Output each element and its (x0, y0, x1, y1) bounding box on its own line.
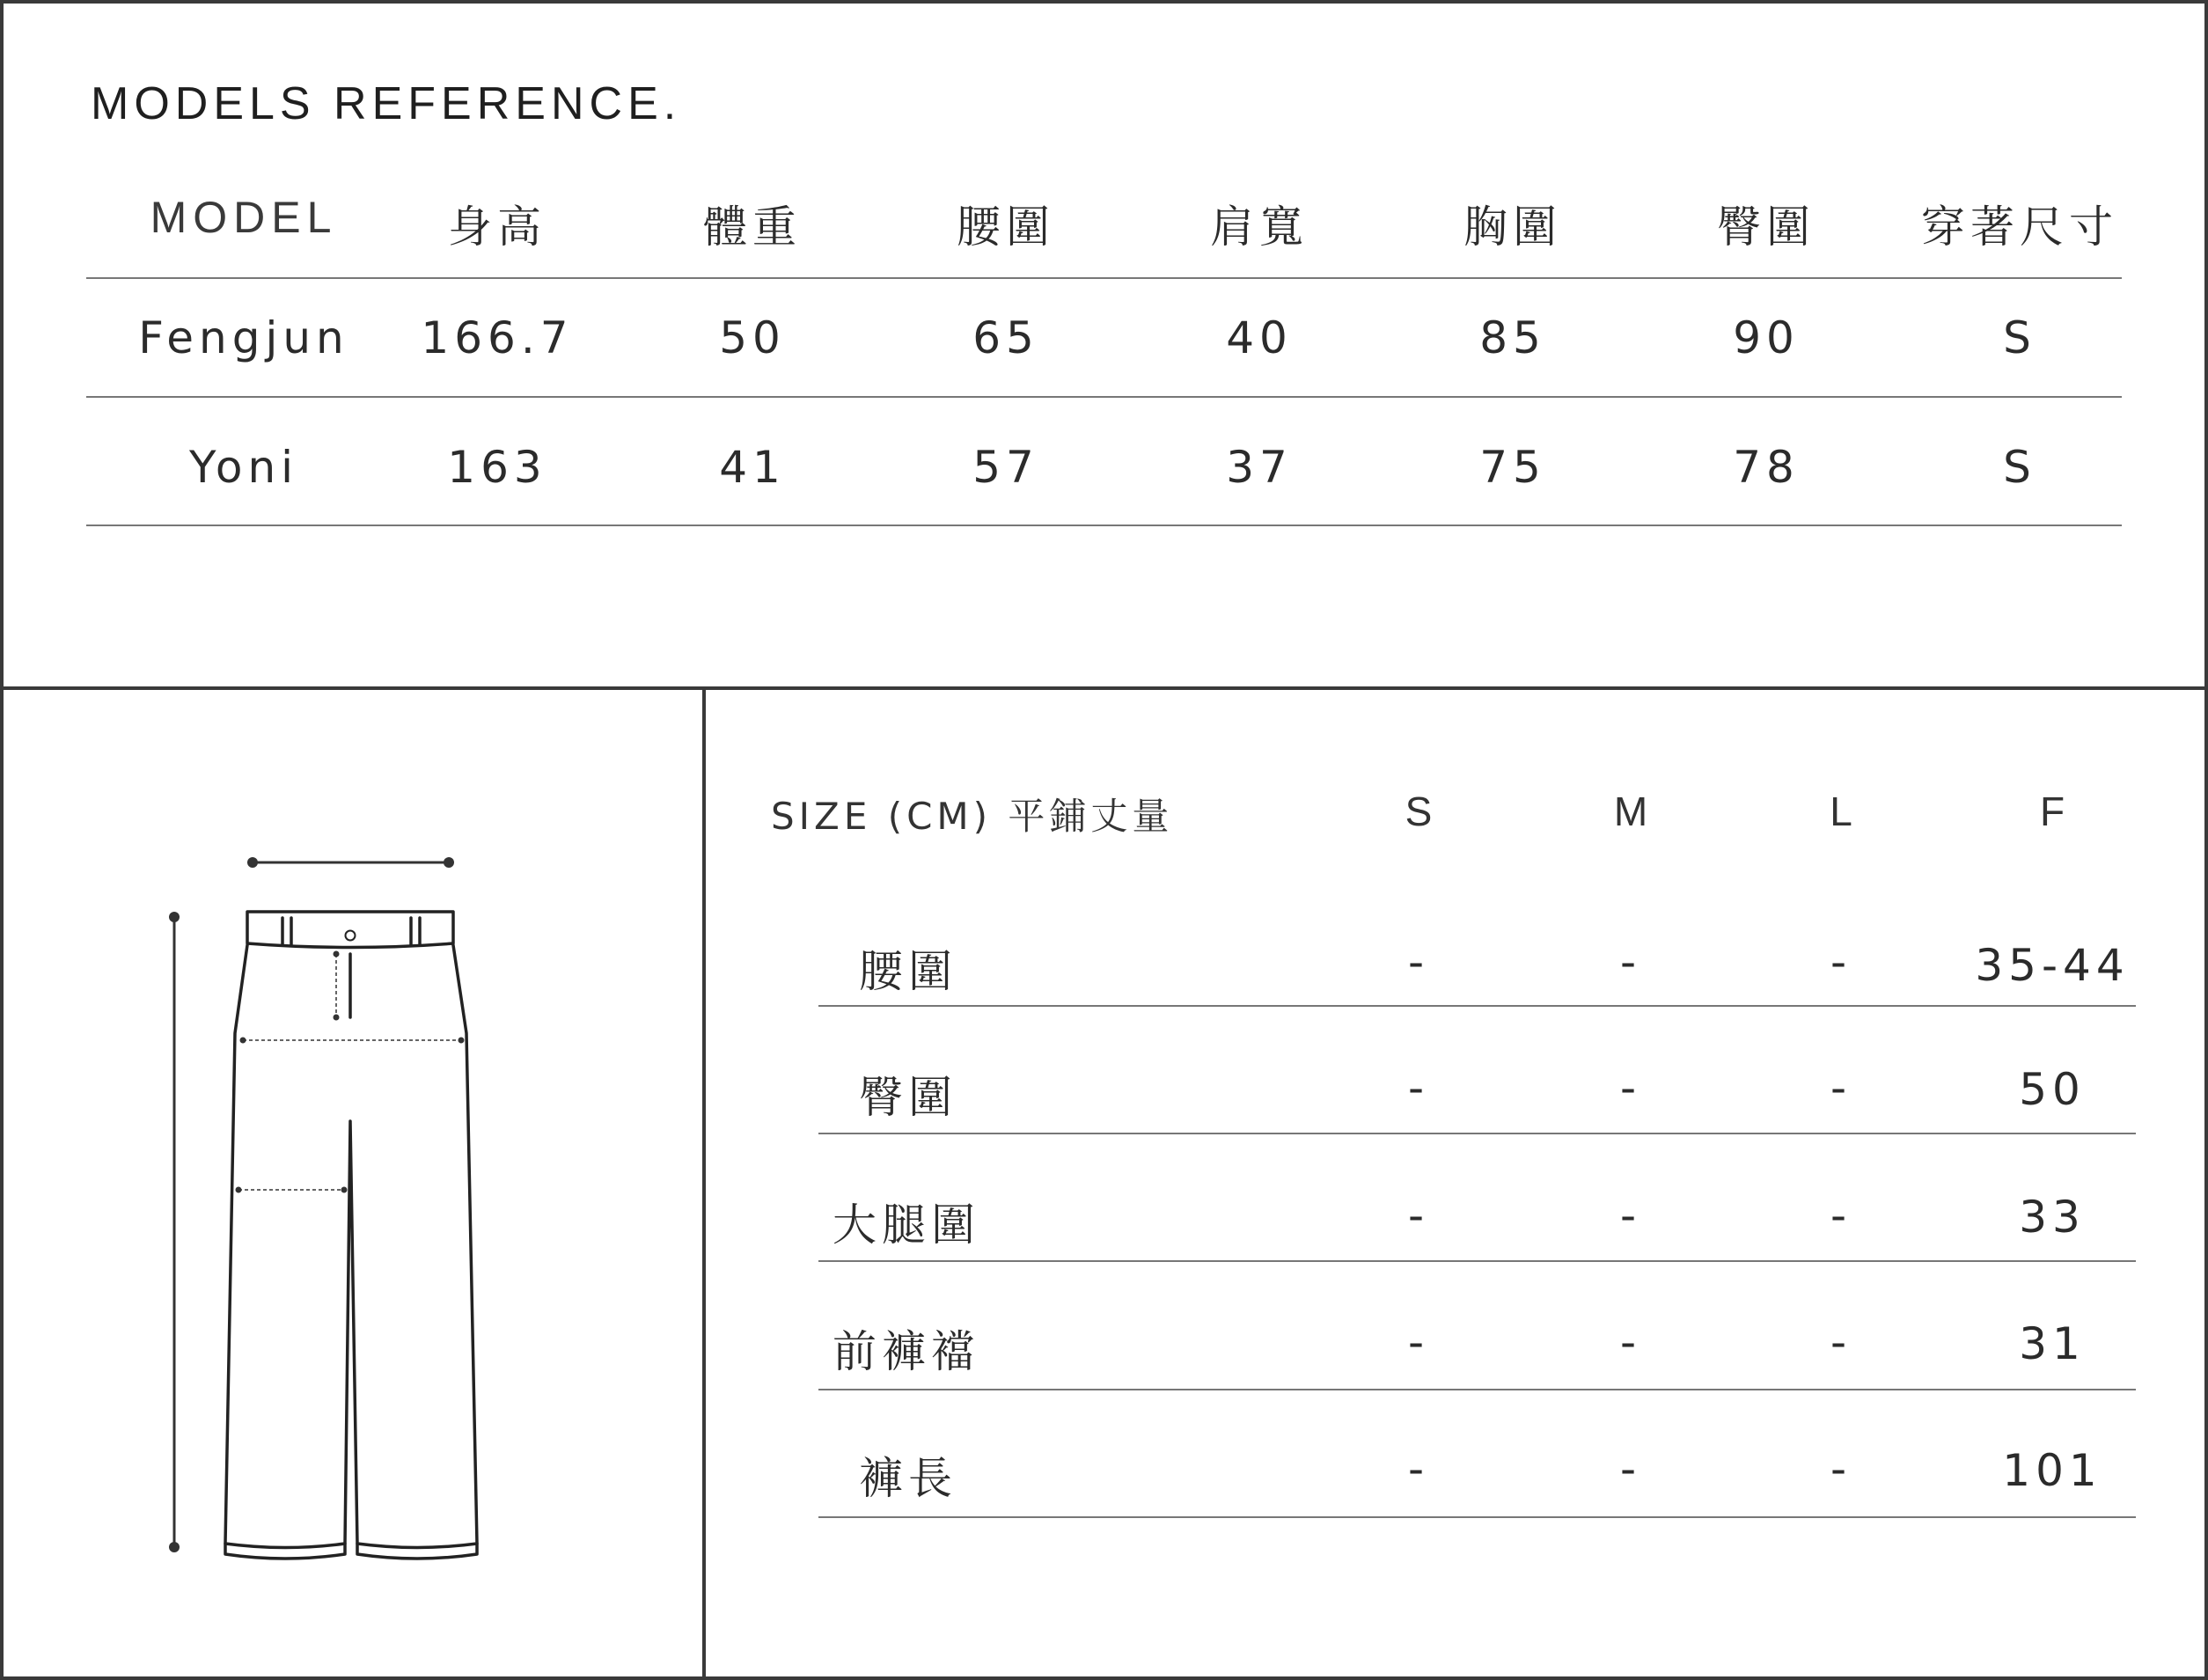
size-row-label-thigh: 大腿圍 (833, 1199, 980, 1251)
size-cell: - (1830, 1317, 1852, 1368)
size-header-f: F (2039, 789, 2065, 834)
size-header-s: S (1405, 789, 1433, 834)
size-table-rule (818, 1133, 2136, 1134)
size-cell: 31 (2019, 1318, 2086, 1369)
models-row-cell: 85 (1479, 312, 1546, 363)
size-cell: 33 (2019, 1192, 2086, 1243)
models-table-rule (86, 396, 2122, 398)
size-cell: - (1407, 1062, 1430, 1113)
models-row-cell: 78 (1733, 442, 1800, 493)
size-row-label-waist: 腰圍 (859, 946, 957, 997)
size-table-title: SIZE (CM) 平鋪丈量 (771, 795, 1174, 838)
models-table-rule (86, 277, 2122, 279)
models-header-chest: 胸圍 (1463, 202, 1562, 253)
size-table-rule (818, 1516, 2136, 1518)
section-divider-vertical (702, 688, 706, 1680)
size-cell: - (1830, 1190, 1852, 1241)
size-cell: 50 (2019, 1064, 2086, 1115)
size-row-label-front-rise: 前褲襠 (833, 1326, 980, 1377)
models-header-hip: 臀圍 (1717, 202, 1816, 253)
size-cell: - (1830, 936, 1852, 987)
size-row-label-length: 褲長 (859, 1453, 957, 1504)
models-header-wear-size: 穿著尺寸 (1921, 202, 2118, 253)
models-row-cell: 57 (972, 442, 1039, 493)
size-cell: - (1407, 936, 1430, 987)
models-header-waist: 腰圍 (957, 202, 1055, 253)
models-header-shoulder: 肩寬 (1210, 202, 1309, 253)
models-row-cell: 75 (1479, 442, 1546, 493)
size-cell: 35-44 (1975, 940, 2130, 991)
models-header-weight: 體重 (703, 202, 802, 253)
size-cell: - (1407, 1443, 1430, 1494)
models-reference-title: MODELS REFERENCE. (91, 78, 682, 129)
size-cell: - (1407, 1190, 1430, 1241)
models-row-cell: 65 (972, 312, 1039, 363)
models-header-height: 身高 (448, 202, 546, 253)
models-row-cell: 40 (1226, 312, 1293, 363)
models-row-cell: 90 (1733, 312, 1800, 363)
models-header-model: MODEL (150, 193, 338, 242)
size-cell: - (1619, 1190, 1642, 1241)
size-cell: - (1619, 936, 1642, 987)
size-cell: 101 (2002, 1445, 2102, 1496)
size-table-rule (818, 1260, 2136, 1262)
models-row-name: Yoni (188, 442, 299, 493)
size-cell: - (1619, 1317, 1642, 1368)
size-cell: - (1619, 1443, 1642, 1494)
size-row-label-hip: 臀圍 (859, 1072, 957, 1123)
size-cell: - (1830, 1062, 1852, 1113)
size-header-l: L (1830, 789, 1852, 834)
models-row-cell: 37 (1226, 442, 1293, 493)
size-cell: - (1830, 1443, 1852, 1494)
size-table-rule (818, 1389, 2136, 1390)
models-row-cell: 166.7 (421, 312, 574, 363)
models-row-cell: 41 (719, 442, 786, 493)
size-header-m: M (1613, 789, 1648, 834)
models-row-cell: 163 (447, 442, 547, 493)
models-table-rule (86, 525, 2122, 526)
models-row-cell: S (2003, 312, 2036, 363)
size-cell: - (1407, 1317, 1430, 1368)
models-row-name: Fengjun (138, 312, 349, 363)
size-table-rule (818, 1005, 2136, 1007)
models-row-cell: 50 (719, 312, 786, 363)
pants-measurement-diagram-icon (0, 690, 701, 1676)
models-row-cell: S (2003, 442, 2036, 493)
size-cell: - (1619, 1062, 1642, 1113)
